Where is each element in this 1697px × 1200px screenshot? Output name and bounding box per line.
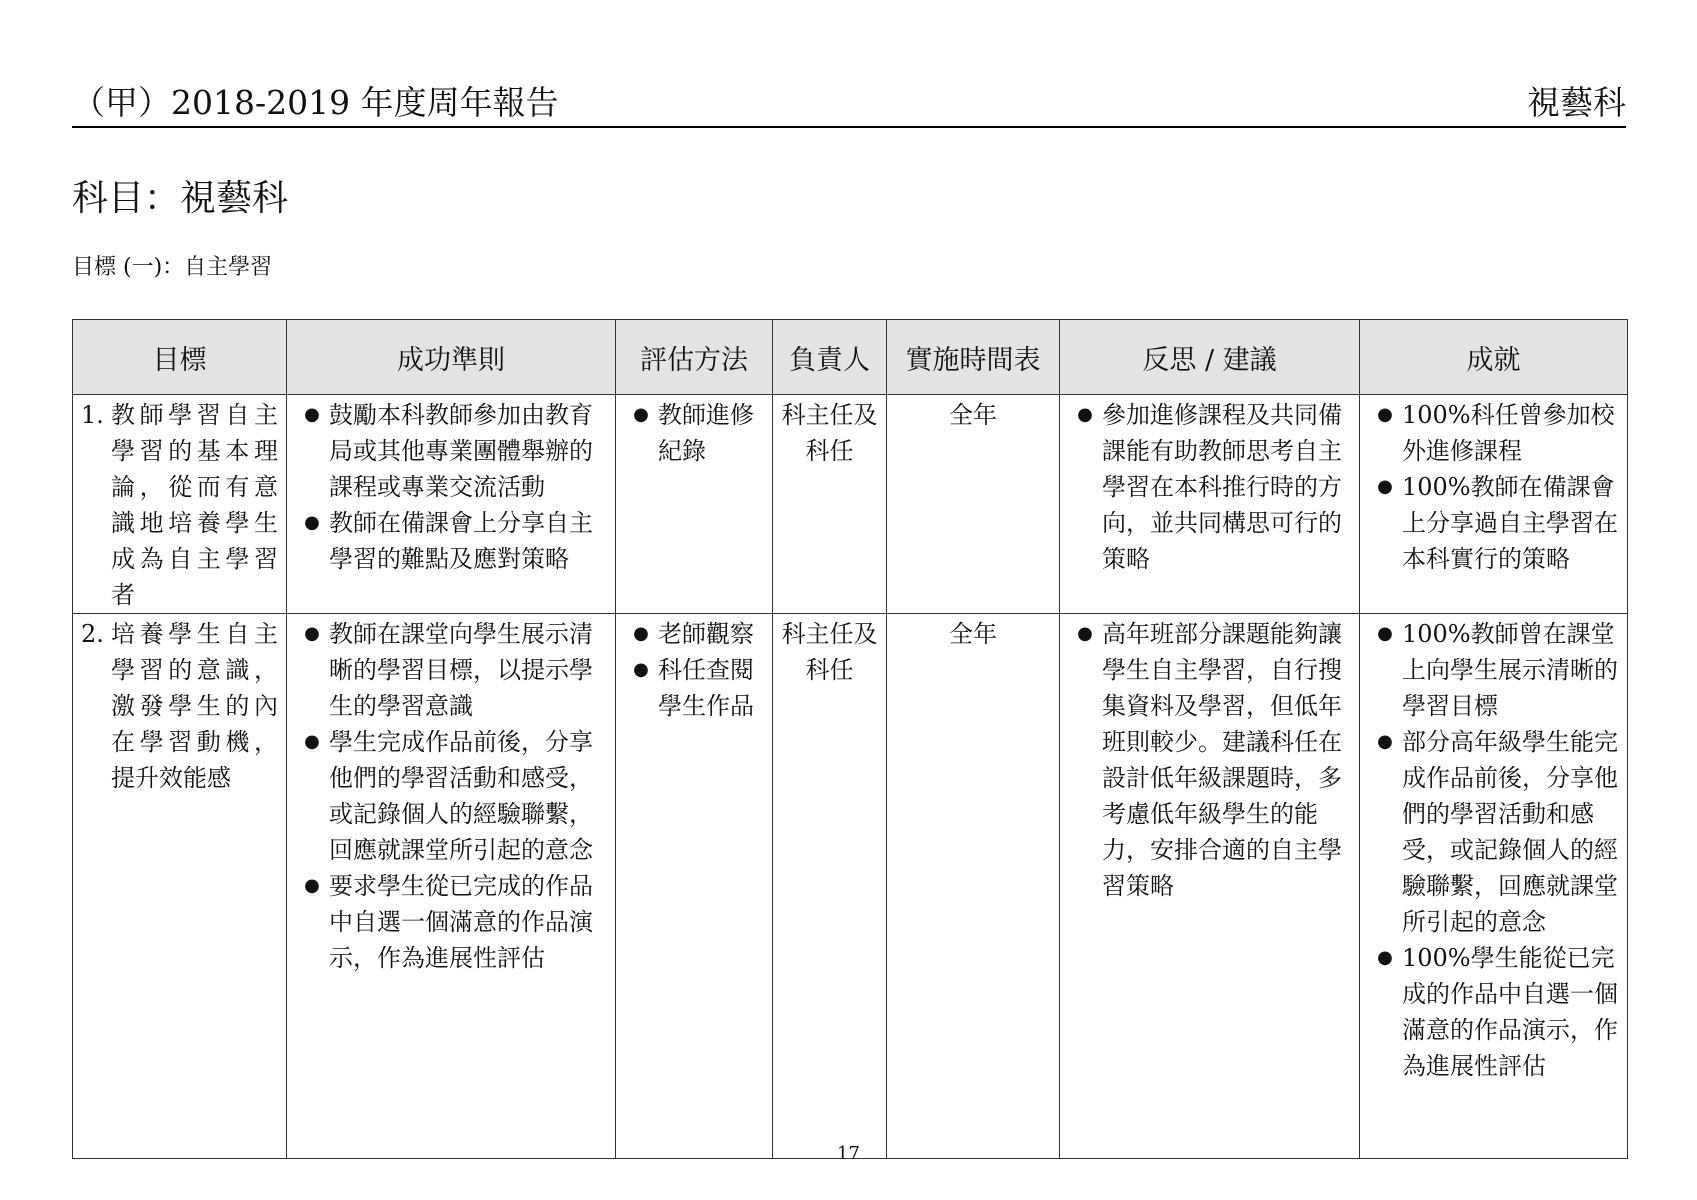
goal-heading: 目標 (一)：自主學習 [72, 255, 273, 280]
list-item: ● 要求學生從已完成的作品中自選一個滿意的作品演示，作為進展性評估 [295, 868, 607, 976]
list-item: ● 部分高年級學生能完成作品前後，分享他們的學習活動和感受，或記錄個人的經驗聯繫，回應就課堂所引起的意念 [1368, 724, 1619, 940]
list-item: ● 100%教師在備課會上分享過自主學習在本科實行的策略 [1368, 469, 1619, 577]
bullet-icon: ● [304, 404, 320, 425]
achievements-cell [1360, 395, 1628, 614]
objective-cell [73, 614, 287, 1159]
achievements-cell [1360, 614, 1628, 1159]
header-evaluation: 評估方法 [616, 320, 773, 395]
objective-number: 1. [81, 401, 104, 429]
page-header [72, 84, 1626, 128]
reflection-cell [1060, 614, 1360, 1159]
bullet-icon: ● [1377, 476, 1393, 497]
criteria-cell [287, 395, 616, 614]
list-item: ● 教師在課堂向學生展示清晰的學習目標，以提示學生的學習意識 [295, 616, 607, 724]
list-item: ● 100%教師曾在課堂上向學生展示清晰的學習目標 [1368, 616, 1619, 724]
list-item: ● 老師觀察 [624, 616, 764, 652]
bullet-icon: ● [633, 404, 649, 425]
header-criteria: 成功準則 [287, 320, 616, 395]
subject-label: 視藝科 [1527, 83, 1626, 122]
header-reflection: 反思 / 建議 [1060, 320, 1360, 395]
list-item: ● 高年班部分課題能夠讓學生自主學習，自行搜集資料及學習，但低年班則較少。建議科任在設計低年級課題時，多考慮低年級學生的能力，安排合適的自主學習策略 [1068, 616, 1351, 904]
schedule-cell: 全年 [887, 614, 1060, 1159]
bullet-icon: ● [1377, 623, 1393, 644]
bullet-icon: ● [633, 659, 649, 680]
bullet-icon: ● [1077, 623, 1093, 644]
list-item: ● 教師在備課會上分享自主學習的難點及應對策略 [295, 505, 607, 577]
bullet-icon: ● [1377, 947, 1393, 968]
schedule-cell: 全年 [887, 395, 1060, 614]
report-title: （甲）2018-2019 年度周年報告 [72, 83, 559, 122]
list-item: ● 參加進修課程及共同備課能有助教師思考自主學習在本科推行時的方向，並共同構思可行的策略 [1068, 397, 1351, 577]
bullet-icon: ● [1377, 731, 1393, 752]
evaluation-cell [616, 614, 773, 1159]
table-header-row [73, 320, 1628, 395]
table-row [73, 614, 1628, 1159]
list-item: ● 學生完成作品前後，分享他們的學習活動和感受，或記錄個人的經驗聯繫，回應就課堂所引起的意念 [295, 724, 607, 868]
bullet-icon: ● [1077, 404, 1093, 425]
objective-cell [73, 395, 287, 614]
objective-text: 教師學習自主學習的基本理論，從而有意識地培養學生成為自主學習者 [111, 401, 278, 609]
list-item: ● 科任查閱學生作品 [624, 652, 764, 724]
criteria-cell [287, 614, 616, 1159]
bullet-icon: ● [1377, 404, 1393, 425]
subject-heading: 科目：視藝科 [72, 178, 289, 219]
header-objective: 目標 [73, 320, 287, 395]
page-number: 17 [837, 1143, 860, 1164]
plan-table [72, 319, 1628, 1159]
bullet-icon: ● [304, 512, 320, 533]
list-item: ● 100%科任曾參加校外進修課程 [1368, 397, 1619, 469]
responsible-cell: 科主任及科任 [773, 614, 887, 1159]
table-row [73, 395, 1628, 614]
evaluation-cell [616, 395, 773, 614]
bullet-icon: ● [633, 623, 649, 644]
objective-text: 培養學生自主學習的意識，激發學生的內在學習動機，提升效能感 [111, 620, 278, 792]
bullet-icon: ● [304, 623, 320, 644]
objective-number: 2. [81, 620, 104, 648]
list-item: ● 鼓勵本科教師參加由教育局或其他專業團體舉辦的課程或專業交流活動 [295, 397, 607, 505]
reflection-cell [1060, 395, 1360, 614]
list-item: ● 教師進修紀錄 [624, 397, 764, 469]
header-schedule: 實施時間表 [887, 320, 1060, 395]
list-item: ● 100%學生能從已完成的作品中自選一個滿意的作品演示，作為進展性評估 [1368, 940, 1619, 1084]
bullet-icon: ● [304, 731, 320, 752]
header-achievements: 成就 [1360, 320, 1628, 395]
responsible-cell: 科主任及科任 [773, 395, 887, 614]
header-responsible: 負責人 [773, 320, 887, 395]
bullet-icon: ● [304, 875, 320, 896]
